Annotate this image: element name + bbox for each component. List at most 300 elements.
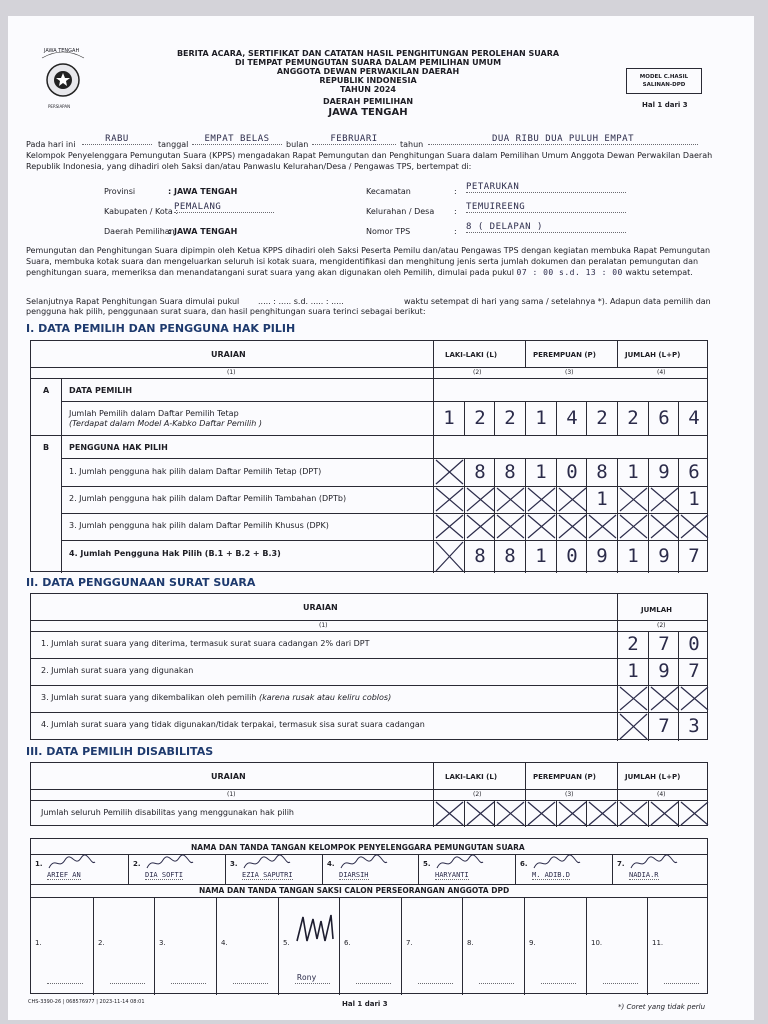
kpps-name-3: EZIA SAPUTRI <box>242 871 293 879</box>
section-3-title: III. DATA PEMILIH DISABILITAS <box>26 745 214 758</box>
s2-col-num-1: (1) <box>319 622 328 629</box>
s3-col-uraian: URAIAN <box>211 772 246 781</box>
surat-suara-row3-cell-2-cross-mark <box>649 685 680 712</box>
title-line-1: BERITA ACARA, SERTIFIKAT DAN CATATAN HASIL PENGHITUNGAN PEROLEHAN SUARA <box>176 49 560 58</box>
pengguna-row4-cell-9-digit: 7 <box>688 545 700 567</box>
footer-code: CHS-3390-26 | 068576977 | 2023-11-14 08:01 <box>28 999 145 1005</box>
s2-row2-rule <box>31 685 707 686</box>
saksi-number-11: 11. <box>652 939 664 947</box>
dpt-total-cell-5[interactable] <box>556 401 587 435</box>
kpps-name-5: HARYANTI <box>435 871 469 879</box>
kpps-signature-6[interactable] <box>515 854 612 884</box>
kpps-signature-5[interactable] <box>418 854 515 884</box>
title-line-2: DI TEMPAT PEMUNGUTAN SUARA DALAM PEMILIHAN UMUM <box>234 58 502 67</box>
s1-b-row3-label: 3. Jumlah pengguna hak pilih dalam Daftar Pemilih Khusus (DPK) <box>69 521 329 530</box>
provinsi-label: Provinsi <box>104 187 136 196</box>
saksi-signature-4[interactable] <box>216 897 278 995</box>
kpps-signature-4[interactable] <box>322 854 419 884</box>
disabilitas-cell-9[interactable] <box>678 800 709 827</box>
kelurahan-label: Kelurahan / Desa <box>366 207 435 216</box>
kpps-number-2: 2. <box>133 860 141 868</box>
kpps-number-7: 7. <box>617 860 625 868</box>
saksi-number-10: 10. <box>591 939 603 947</box>
pengguna-row4-cell-2-digit: 8 <box>474 545 486 567</box>
pengguna-row2-cell-3-cross-mark <box>495 486 526 513</box>
tps-colon: : <box>454 227 457 236</box>
footer-note: *) Coret yang tidak perlu <box>618 1003 706 1011</box>
kpps-name-7: NADIA.R <box>629 871 659 879</box>
pengguna-row1-cell-1-cross-mark <box>434 458 465 486</box>
pengguna-row4-cell-6[interactable] <box>586 540 617 573</box>
s3-crossed-grid <box>433 800 709 827</box>
surat-suara-row1-cell-1-digit: 2 <box>627 633 639 655</box>
s2-digit-grid <box>617 631 709 741</box>
s2-row1-rule <box>31 658 707 659</box>
s1-divider-p-j <box>617 341 618 367</box>
section-3-table <box>30 762 708 826</box>
surat-suara-row2-cell-3[interactable] <box>678 658 709 685</box>
pengguna-row1-cell-1[interactable] <box>433 458 464 486</box>
s2-row4-label: 4. Jumlah surat suara yang tidak digunakan/tidak terpakai, termasuk sisa surat suara cadangan <box>41 720 425 729</box>
kpps-signature-scribble-7 <box>629 854 679 872</box>
kpps-signature-1[interactable] <box>31 854 128 884</box>
section-2-table <box>30 593 708 740</box>
s1-digit-grid <box>433 407 709 573</box>
pengguna-row2-cell-9-digit: 1 <box>688 488 700 510</box>
s1-col-p: PEREMPUAN (P) <box>533 351 596 359</box>
saksi-name-line-4 <box>233 983 268 984</box>
pengguna-row4-cell-6-digit: 9 <box>596 545 608 567</box>
pengguna-row4-cell-4-digit: 1 <box>535 545 547 567</box>
pengguna-row1-cell-8[interactable] <box>648 458 679 486</box>
s2-col-num-2: (2) <box>657 622 666 629</box>
kpps-name-6: M. ADIB.D <box>532 871 570 879</box>
kpps-signature-scribble-6 <box>532 854 582 872</box>
disabilitas-cell-3[interactable] <box>494 800 525 827</box>
s1-b-row4-label: 4. Jumlah Pengguna Hak Pilih (B.1 + B.2 + B.3) <box>69 549 281 558</box>
pengguna-row1-cell-2-digit: 8 <box>474 461 486 483</box>
surat-suara-row2-cell-1-digit: 1 <box>627 660 639 682</box>
pengguna-row1-cell-2[interactable] <box>464 458 495 486</box>
procedure-paragraph <box>26 245 716 278</box>
surat-suara-row4-cell-1[interactable] <box>617 712 648 741</box>
pengguna-row4-cell-3-digit: 8 <box>504 545 516 567</box>
title-line-5: TAHUN 2024 <box>340 85 396 94</box>
surat-suara-row1-cell-1[interactable] <box>617 631 648 658</box>
footer-page: Hal 1 dari 3 <box>342 1000 388 1008</box>
disabilitas-cell-8[interactable] <box>648 800 679 827</box>
pengguna-row2-cell-8-cross-mark <box>649 486 680 513</box>
kpps-name-4: DIARSIH <box>339 871 369 879</box>
saksi-signature-9[interactable] <box>524 897 586 995</box>
pengguna-row3-cell-8[interactable] <box>648 513 679 540</box>
kpps-row-rule <box>31 884 707 885</box>
form-sheet <box>8 16 754 1020</box>
saksi-signature-row <box>31 897 709 995</box>
pengguna-row3-cell-2-cross-mark <box>465 513 496 540</box>
dpt-total-cell-8-digit: 6 <box>658 407 670 429</box>
saksi-number-3: 3. <box>159 939 166 947</box>
pengguna-row2-cell-5[interactable] <box>556 486 587 513</box>
surat-suara-row3-cell-2[interactable] <box>648 685 679 712</box>
kpps-name-1: ARIEF AN <box>47 871 81 879</box>
dpt-total-cell-2[interactable] <box>464 401 495 435</box>
surat-suara-row1-cell-3[interactable] <box>678 631 709 658</box>
s3-col-num-3: (3) <box>565 791 574 798</box>
pengguna-row3-cell-4[interactable] <box>525 513 556 540</box>
s1-b-row2-label: 2. Jumlah pengguna hak pilih dalam Daftar Pemilih Tambahan (DPTb) <box>69 494 347 503</box>
disabilitas-cell-5[interactable] <box>556 800 587 827</box>
surat-suara-row2-cell-3-digit: 7 <box>688 660 700 682</box>
pengguna-row4-cell-2[interactable] <box>464 540 495 573</box>
surat-suara-row1-cell-3-digit: 0 <box>688 633 700 655</box>
pengguna-row3-cell-8-cross-mark <box>649 513 680 540</box>
s2-header-rule <box>31 620 707 621</box>
pengguna-row3-cell-6-cross-mark <box>587 513 618 540</box>
s1-code-column-rule <box>61 378 62 573</box>
s1-col-num-4: (4) <box>657 369 666 376</box>
kpps-signature-scribble-4 <box>339 854 389 872</box>
pengguna-row2-cell-7-cross-mark <box>618 486 649 513</box>
pengguna-row3-cell-7[interactable] <box>617 513 648 540</box>
s1-a-row1-label: Jumlah Pemilih dalam Daftar Pemilih Tetap <box>69 409 239 418</box>
s2-row3-label <box>41 693 391 703</box>
pengguna-row4-cell-8-digit: 9 <box>658 545 670 567</box>
pengguna-row1-cell-6[interactable] <box>586 458 617 486</box>
pengguna-row2-cell-9[interactable] <box>678 486 709 513</box>
saksi-name-line-1 <box>47 983 83 984</box>
disabilitas-cell-3-cross-mark <box>495 800 526 827</box>
kabupaten-label: Kabupaten / Kota : <box>104 207 179 216</box>
s3-col-p: PEREMPUAN (P) <box>533 773 596 781</box>
surat-suara-row4-cell-3[interactable] <box>678 712 709 741</box>
saksi-signature-11[interactable] <box>647 897 709 995</box>
s2-row2-label: 2. Jumlah surat suara yang digunakan <box>41 666 194 675</box>
surat-suara-row1-cell-2-digit: 7 <box>658 633 670 655</box>
region-label: DAERAH PEMILIHAN <box>322 97 414 106</box>
pengguna-row1-cell-5-digit: 0 <box>566 461 578 483</box>
saksi-number-5: 5. <box>283 939 290 947</box>
counting-time-suffix: waktu setempat di hari yang sama / setelahnya *). Adapun data pemilih dan <box>404 297 711 306</box>
kpps-signature-scribble-2 <box>145 854 195 872</box>
saksi-number-2: 2. <box>98 939 105 947</box>
pengguna-row3-cell-2[interactable] <box>464 513 495 540</box>
dpt-total-cell-3-digit: 2 <box>504 407 516 429</box>
pengguna-row2-cell-2[interactable] <box>464 486 495 513</box>
pengguna-row2-cell-6[interactable] <box>586 486 617 513</box>
dpt-total-cell-1[interactable] <box>433 401 464 435</box>
dpt-total-cell-7-digit: 2 <box>627 407 639 429</box>
pengguna-row3-cell-1[interactable] <box>433 513 464 540</box>
kpps-name-2: DIA SOFTI <box>145 871 183 879</box>
pengguna-row4-cell-3[interactable] <box>494 540 525 573</box>
disabilitas-cell-2[interactable] <box>464 800 495 827</box>
s1-b-title: PENGGUNA HAK PILIH <box>69 443 168 452</box>
s1-a-code: A <box>43 386 50 395</box>
kpps-number-4: 4. <box>327 860 335 868</box>
kpps-signature-scribble-5 <box>435 854 485 872</box>
kecamatan-label: Kecamatan <box>366 187 411 196</box>
disabilitas-cell-4[interactable] <box>525 800 556 827</box>
surat-suara-row3-cell-1-cross-mark <box>618 685 649 712</box>
model-line-2: SALINAN-DPD <box>642 82 686 88</box>
kpps-title: NAMA DAN TANDA TANGAN KELOMPOK PENYELENGGARA PEMUNGUTAN SUARA <box>191 843 525 852</box>
s3-col-num-4: (4) <box>657 791 666 798</box>
disabilitas-cell-9-cross-mark <box>679 800 710 827</box>
surat-suara-row2-cell-2-digit: 9 <box>658 660 670 682</box>
s2-row1-label: 1. Jumlah surat suara yang diterima, termasuk surat suara cadangan 2% dari DPT <box>41 639 370 648</box>
saksi-signature-6[interactable] <box>339 897 401 995</box>
pengguna-row3-cell-1-cross-mark <box>434 513 465 540</box>
pengguna-row3-cell-9[interactable] <box>678 513 709 540</box>
date-value: EMPAT BELAS <box>192 134 282 145</box>
disabilitas-cell-7-cross-mark <box>618 800 649 827</box>
s2-row3-italic: (karena rusak atau keliru coblos) <box>258 693 392 702</box>
counting-time-blanks: ..... : ..... s.d. ..... : ..... <box>258 297 344 306</box>
tps-label: Nomor TPS <box>366 227 411 236</box>
pengguna-row3-cell-3[interactable] <box>494 513 525 540</box>
pengguna-row4-cell-9[interactable] <box>678 540 709 573</box>
disabilitas-cell-6-cross-mark <box>587 800 618 827</box>
model-badge <box>626 68 702 94</box>
s1-divider-l-p <box>525 341 526 367</box>
kpps-number-6: 6. <box>520 860 528 868</box>
pengguna-row2-cell-7[interactable] <box>617 486 648 513</box>
saksi-name-line-10 <box>603 983 638 984</box>
saksi-name-line-6 <box>356 983 391 984</box>
pengguna-row3-cell-4-cross-mark <box>526 513 557 540</box>
saksi-signature-10[interactable] <box>586 897 648 995</box>
tps-value: 8 ( DELAPAN ) <box>466 222 626 233</box>
pengguna-row4-cell-1-cross-mark <box>434 540 465 573</box>
s2-col-uraian: URAIAN <box>303 603 338 612</box>
pengguna-row1-cell-4-digit: 1 <box>535 461 547 483</box>
disabilitas-cell-8-cross-mark <box>649 800 680 827</box>
kecamatan-colon: : <box>454 187 457 196</box>
pengguna-row3-cell-3-cross-mark <box>495 513 526 540</box>
s3-header-rule <box>31 789 707 790</box>
section-1-title: I. DATA PEMILIH DAN PENGGUNA HAK PILIH <box>26 322 296 335</box>
date-label: tanggal <box>158 140 189 149</box>
pengguna-row2-cell-2-cross-mark <box>465 486 496 513</box>
pengguna-row4-cell-4[interactable] <box>525 540 556 573</box>
surat-suara-row1-cell-2[interactable] <box>648 631 679 658</box>
intro-paragraph: Kelompok Penyelenggara Pemungutan Suara (KPPS) mengadakan Rapat Pemungutan dan Penghitungan Suara dalam Pemilihan Umum Anggota Dewan Perwakilan Daerah Republik Indonesia, yang dihadiri oleh Saksi dan/atau Panwaslu Kelurahan/Desa / Pengawas TPS, bertempat di: <box>26 151 713 171</box>
emblem-caption: PERSIAPAN <box>48 104 71 109</box>
surat-suara-row2-cell-2[interactable] <box>648 658 679 685</box>
s3-col-num-1: (1) <box>227 791 236 798</box>
s1-col-l: LAKI-LAKI (L) <box>445 351 498 359</box>
dpt-total-cell-9-digit: 4 <box>688 407 700 429</box>
pengguna-row4-cell-8[interactable] <box>648 540 679 573</box>
saksi-signature-2[interactable] <box>93 897 155 995</box>
region-value: JAWA TENGAH <box>328 107 408 118</box>
s1-b-row1-label: 1. Jumlah pengguna hak pilih dalam Daftar Pemilih Tetap (DPT) <box>69 467 322 476</box>
pengguna-row4-cell-7-digit: 1 <box>627 545 639 567</box>
pengguna-row3-cell-7-cross-mark <box>618 513 649 540</box>
kpps-number-5: 5. <box>423 860 431 868</box>
pengguna-row1-cell-5[interactable] <box>556 458 587 486</box>
s1-col-j: JUMLAH (L+P) <box>625 351 681 359</box>
title-line-3: ANGGOTA DEWAN PERWAKILAN DAERAH <box>276 67 460 76</box>
saksi-signature-5[interactable] <box>278 897 340 995</box>
surat-suara-row3-cell-3-cross-mark <box>679 685 710 712</box>
s2-col-j: JUMLAH <box>641 606 672 614</box>
saksi-number-8: 8. <box>467 939 474 947</box>
surat-suara-row4-cell-1-cross-mark <box>618 712 649 741</box>
procedure-time: 07 : 00 s.d. 13 : 00 <box>516 268 623 277</box>
dpt-total-cell-5-digit: 4 <box>566 407 578 429</box>
provinsi-value: : JAWA TENGAH <box>168 187 238 196</box>
dpt-total-cell-3[interactable] <box>494 401 525 435</box>
kpps-signature-scribble-3 <box>242 854 292 872</box>
dpt-total-cell-7[interactable] <box>617 401 648 435</box>
pengguna-row2-cell-8[interactable] <box>648 486 679 513</box>
dpt-total-cell-8[interactable] <box>648 401 679 435</box>
page-indicator: Hal 1 dari 3 <box>642 101 688 109</box>
disabilitas-cell-7[interactable] <box>617 800 648 827</box>
kpps-number-3: 3. <box>230 860 238 868</box>
s1-header-rule <box>31 367 707 368</box>
pengguna-row2-cell-4[interactable] <box>525 486 556 513</box>
surat-suara-row4-cell-3-digit: 3 <box>688 715 700 737</box>
saksi-number-4: 4. <box>221 939 228 947</box>
kpps-signature-scribble-1 <box>47 854 97 872</box>
dpt-total-cell-9[interactable] <box>678 401 709 435</box>
s1-col-num-1: (1) <box>227 369 236 376</box>
disabilitas-cell-1[interactable] <box>433 800 464 827</box>
day-label: Pada hari ini <box>26 140 76 149</box>
surat-suara-row4-cell-2-digit: 7 <box>658 715 670 737</box>
kelurahan-value: TEMUIREENG <box>466 202 626 213</box>
month-value: FEBRUARI <box>312 134 396 145</box>
s2-number-rule <box>31 631 707 632</box>
saksi-name-line-3 <box>171 983 206 984</box>
saksi-number-7: 7. <box>406 939 413 947</box>
kpps-number-1: 1. <box>35 860 43 868</box>
pengguna-row1-cell-7-digit: 1 <box>627 461 639 483</box>
dapil-label: Daerah Pemilihan <box>104 227 175 236</box>
s3-col-l: LAKI-LAKI (L) <box>445 773 498 781</box>
pengguna-row1-cell-6-digit: 8 <box>596 461 608 483</box>
kelurahan-colon: : <box>454 207 457 216</box>
day-value: RABU <box>82 134 152 145</box>
pengguna-row1-cell-4[interactable] <box>525 458 556 486</box>
dapil-value: : JAWA TENGAH <box>168 227 238 236</box>
pengguna-row2-cell-4-cross-mark <box>526 486 557 513</box>
saksi-name-line-11 <box>664 983 699 984</box>
s3-row-label: Jumlah seluruh Pemilih disabilitas yang menggunakan hak pilih <box>41 808 295 817</box>
saksi-title: NAMA DAN TANDA TANGAN SAKSI CALON PERSEORANGAN ANGGOTA DPD <box>199 886 510 895</box>
pengguna-row1-cell-3[interactable] <box>494 458 525 486</box>
s1-a-row1-sub: (Terdapat dalam Model A-Kabko Daftar Pemilih ) <box>69 419 262 428</box>
pengguna-row4-cell-7[interactable] <box>617 540 648 573</box>
surat-suara-row3-cell-1[interactable] <box>617 685 648 712</box>
saksi-signature-3[interactable] <box>154 897 216 995</box>
s2-row3-rule <box>31 712 707 713</box>
pengguna-row4-cell-5[interactable] <box>556 540 587 573</box>
s3-col-j: JUMLAH (L+P) <box>625 773 681 781</box>
saksi-5-signature-scribble <box>293 911 337 951</box>
pengguna-row3-cell-9-cross-mark <box>679 513 710 540</box>
year-value: DUA RIBU DUA PULUH EMPAT <box>428 134 698 145</box>
kpu-emblem <box>36 48 90 112</box>
surat-suara-row4-cell-2[interactable] <box>648 712 679 741</box>
procedure-text: Pemungutan dan Penghitungan Suara dipimpin oleh Ketua KPPS dihadiri oleh Saksi Peserta Pemilu dan/atau Pengawas TPS dengan kegiatan membuka Rapat Pemungutan Suara, membuka kotak suara dan mengeluarkan seluruh isi kotak suara, mengidentifikasi dan menghitung jenis serta jumlah dokumen dan peralatan pemungutan dan penghitungan suara, memeriksa dan menandatangani surat suara yang akan digunakan oleh Pemilih, dimulai pada pukul <box>26 246 711 277</box>
dpt-total-cell-2-digit: 2 <box>474 407 486 429</box>
saksi-number-6: 6. <box>344 939 351 947</box>
kabupaten-value: PEMALANG <box>174 202 274 213</box>
pengguna-row3-cell-5-cross-mark <box>557 513 588 540</box>
s1-col-uraian: URAIAN <box>211 350 246 359</box>
kpps-signature-7[interactable] <box>612 854 709 884</box>
dpt-total-cell-6[interactable] <box>586 401 617 435</box>
emblem-arc-text: JAWA TENGAH <box>44 48 80 54</box>
procedure-tail: waktu setempat. <box>625 268 693 277</box>
kpps-signature-2[interactable] <box>128 854 225 884</box>
dpt-total-cell-4-digit: 1 <box>535 407 547 429</box>
disabilitas-cell-5-cross-mark <box>557 800 588 827</box>
pengguna-row4-cell-5-digit: 0 <box>566 545 578 567</box>
saksi-number-9: 9. <box>529 939 536 947</box>
kpps-signature-3[interactable] <box>225 854 322 884</box>
pengguna-row1-cell-8-digit: 9 <box>658 461 670 483</box>
title-line-4: REPUBLIK INDONESIA <box>319 76 417 85</box>
form-title <box>118 49 618 119</box>
s1-col-num-2: (2) <box>473 369 482 376</box>
s3-col-num-2: (2) <box>473 791 482 798</box>
year-label: tahun <box>400 140 424 149</box>
s2-row3-text: 3. Jumlah surat suara yang dikembalikan oleh pemilih <box>41 693 257 702</box>
saksi-signature-1[interactable] <box>31 897 93 995</box>
pengguna-row2-cell-1-cross-mark <box>434 486 465 513</box>
s1-number-rule <box>31 378 707 379</box>
dpt-total-cell-1-digit: 1 <box>443 407 455 429</box>
dpt-total-cell-6-digit: 2 <box>596 407 608 429</box>
saksi-name-line-7 <box>418 983 453 984</box>
section-2-title: II. DATA PENGGUNAAN SURAT SUARA <box>26 576 256 589</box>
pengguna-row2-cell-3[interactable] <box>494 486 525 513</box>
surat-suara-row2-cell-1[interactable] <box>617 658 648 685</box>
surat-suara-row3-cell-3[interactable] <box>678 685 709 712</box>
pengguna-row3-cell-5[interactable] <box>556 513 587 540</box>
signature-block <box>30 838 708 994</box>
saksi-name-line-9 <box>541 983 576 984</box>
pengguna-row2-cell-5-cross-mark <box>557 486 588 513</box>
section-1-table <box>30 340 708 572</box>
s1-a-title: DATA PEMILIH <box>69 386 133 395</box>
pengguna-row1-cell-9-digit: 6 <box>688 461 700 483</box>
pengguna-row1-cell-9[interactable] <box>678 458 709 486</box>
s1-col-num-3: (3) <box>565 369 574 376</box>
saksi-name-line-5 <box>295 983 330 984</box>
saksi-signature-7[interactable] <box>401 897 463 995</box>
saksi-name-line-2 <box>110 983 145 984</box>
pengguna-row4-cell-1[interactable] <box>433 540 464 573</box>
kecamatan-value: PETARUKAN <box>466 182 626 193</box>
pengguna-row2-cell-6-digit: 1 <box>596 488 608 510</box>
saksi-number-1: 1. <box>35 939 42 947</box>
counting-start-label: Selanjutnya Rapat Penghitungan Suara dimulai pukul <box>26 297 240 306</box>
s1-b-code: B <box>43 443 50 452</box>
disabilitas-cell-6[interactable] <box>586 800 617 827</box>
pengguna-row1-cell-7[interactable] <box>617 458 648 486</box>
pengguna-row3-cell-6[interactable] <box>586 513 617 540</box>
pengguna-row1-cell-3-digit: 8 <box>504 461 516 483</box>
saksi-signature-8[interactable] <box>462 897 524 995</box>
pengguna-row2-cell-1[interactable] <box>433 486 464 513</box>
dpt-total-cell-4[interactable] <box>525 401 556 435</box>
